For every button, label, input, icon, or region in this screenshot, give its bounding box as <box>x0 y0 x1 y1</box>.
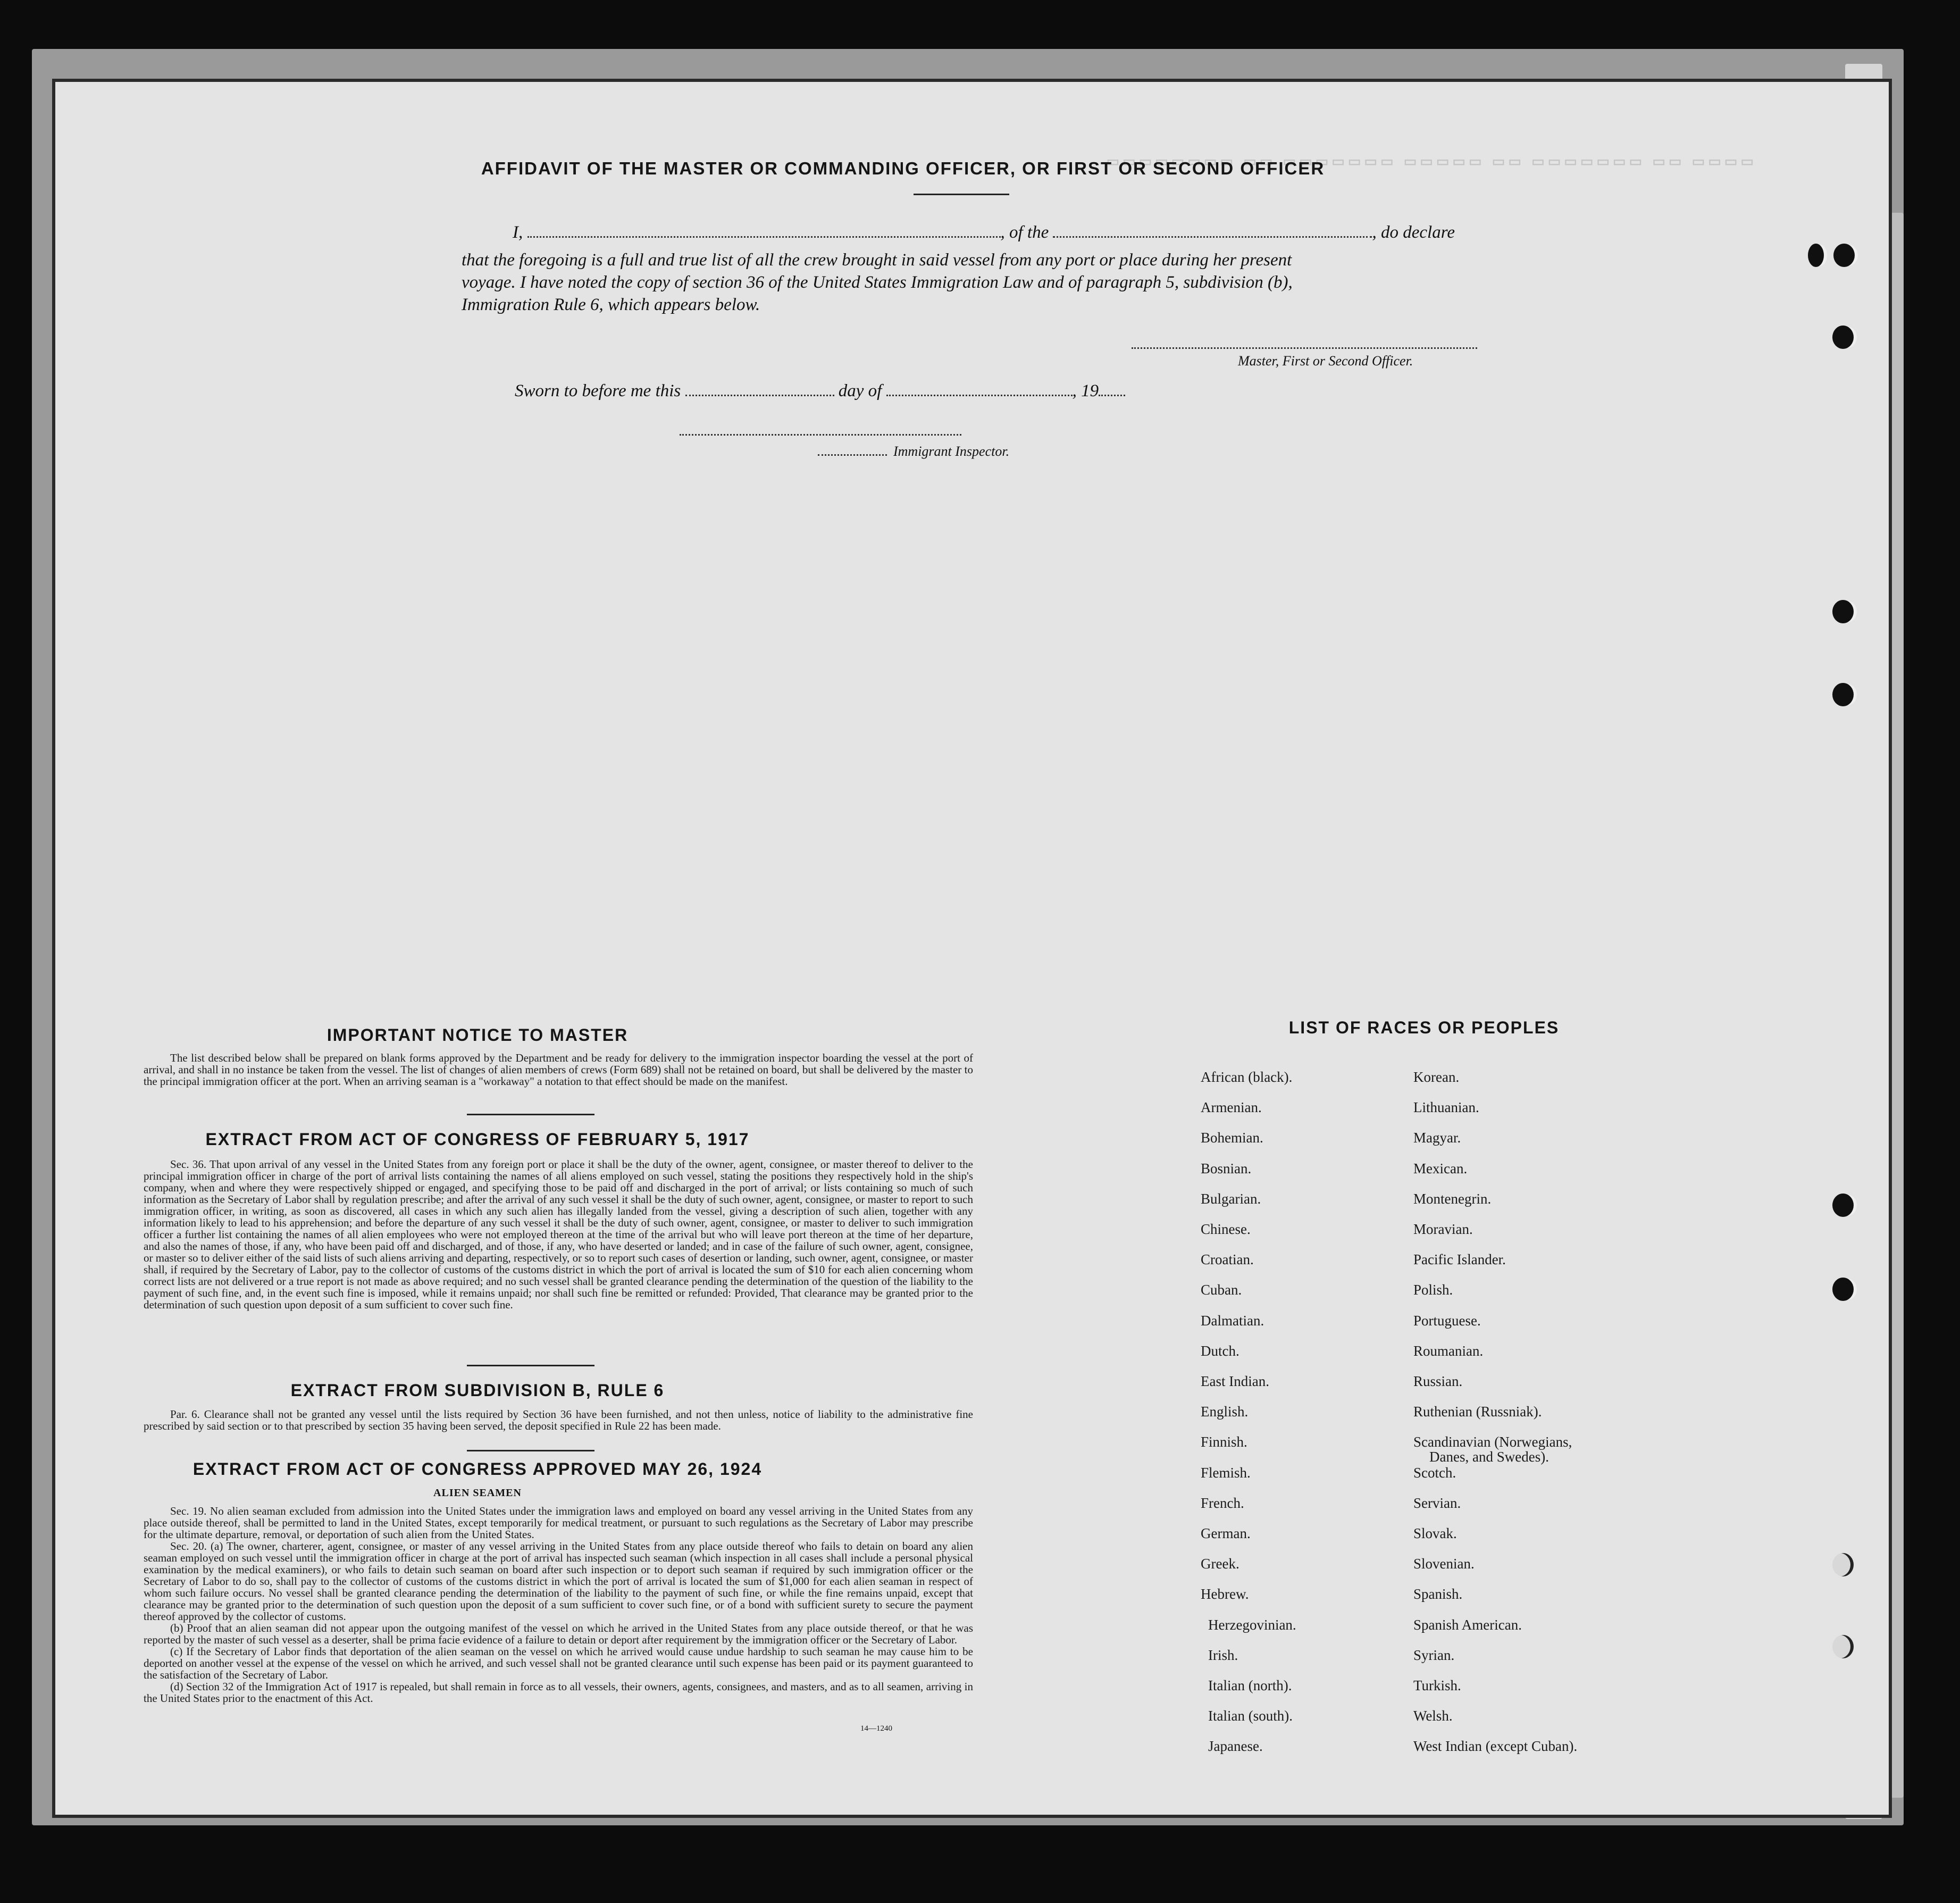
extract-1917-body <box>144 1158 973 1311</box>
section-36-text: Sec. 36. That upon arrival of any vessel in the United States from any foreign port or place it shall be the duty of the owner, agent, consignee, or master thereof to deliver to the principal immigration officer in charge of the port of arrival lists containing the names of all aliens employed on such vessel, stating the positions they respectively hold in the ship's company, when and where they were respectively shipped or engaged, and specifying those to be paid off and discharged in the port of arrival; or lists containing so much of such information as the Secretary of Labor shall by regulation prescribe; and after the arrival of any such vessel it shall be the duty of such owner, agent, consignee, or master to report to such immigration officer, in writing, as soon as discovered, all cases in which any such alien has illegally landed from the vessel, giving a description of such alien, together with any information likely to lead to his apprehension; and before the departure of any such vessel it shall be the duty of such owner, agent, consignee, or master to deliver to such immigration officer a further list containing the names of all alien employees who were not employed thereon at the time of the arrival but who will leave port thereon at the time of her departure, and also the names of those, if any, who have been paid off and discharged, and of those, if any, who have deserted or landed; and in case of the failure of such owner, agent, consignee, or master so to deliver either of the said lists of such aliens arriving and departing, respectively, or so to report such cases of desertion or landing, such owner, agent, consignee, or master shall, if required by the Secretary of Labor, pay to the collector of customs of the customs district in which the port of arrival is located the sum of $10 for each alien concerning whom correct lists are not delivered or a true report is not made as above required; and no such vessel shall be granted clearance pending the determination of the question of the liability to the payment of such fine, and, in the event such fine is imposed, while it remains unpaid; nor shall such fine be remitted or refunded: Provided, That clearance may be granted prior to the determination of such question upon deposit of a sum sufficient to cover such fine. <box>144 1158 973 1311</box>
affidavit-line-2: that the foregoing is a full and true list of all the crew brought in said vessel from any port or place during her present <box>462 251 1292 270</box>
race-item: Greek. <box>1201 1556 1239 1572</box>
sworn-label: Sworn to before me this <box>515 381 681 400</box>
race-item: Pacific Islander. <box>1413 1251 1506 1268</box>
binder-hole <box>1832 600 1854 623</box>
race-item: German. <box>1201 1525 1251 1541</box>
race-item: Chinese. <box>1201 1221 1251 1237</box>
year-label: , 19 <box>1072 381 1099 400</box>
race-item: Flemish. <box>1201 1464 1251 1481</box>
month-blank <box>886 395 1073 396</box>
race-item: Slovenian. <box>1413 1556 1475 1572</box>
race-item: Portuguese. <box>1413 1312 1481 1329</box>
race-item: Scandinavian (Norwegians, <box>1413 1434 1572 1450</box>
race-item: Moravian. <box>1413 1221 1473 1237</box>
extract-1924-body <box>144 1505 973 1704</box>
vessel-blank <box>1053 236 1372 238</box>
extract-1924-heading: EXTRACT FROM ACT OF CONGRESS APPROVED MAY 26, 1924 <box>192 1459 763 1479</box>
binder-hole <box>1808 244 1824 267</box>
notice-rule <box>467 1114 594 1115</box>
race-item: Danes, and Swedes). <box>1429 1449 1549 1465</box>
race-item: Italian (south). <box>1208 1708 1293 1724</box>
race-item: Dalmatian. <box>1201 1312 1264 1329</box>
affidavit-of-the: , of the <box>1000 223 1049 242</box>
race-item: French. <box>1201 1495 1244 1511</box>
race-item: Bulgarian. <box>1201 1190 1261 1207</box>
binder-hole <box>1832 1278 1854 1301</box>
bleed-through: ▭▭▭▭ ▭▭ ▭▭▭▭▭▭▭ ▭▭ ▭▭▭▭▭ ▭▭▭▭▭▭▭ ▭▭ ▭▭▭▭▭▭▭▭ <box>1103 153 1754 169</box>
race-item: Dutch. <box>1201 1342 1239 1359</box>
notice-body <box>144 1052 973 1087</box>
section-20d-text: (d) Section 32 of the Immigration Act of 1917 is repealed, but shall remain in force as to all vessels, their owners, agents, consignees, and masters, and as to all seamen, arriving in the United States prior to the enactment of this Act. <box>144 1680 973 1705</box>
race-item: Herzegovinian. <box>1208 1616 1296 1633</box>
inspector-line <box>818 444 1009 460</box>
race-item: Magyar. <box>1413 1130 1461 1146</box>
section-20c-text: (c) If the Secretary of Labor finds that deportation of the alien seaman on the vessel on which he arrived would cause undue hardship to such seaman he may cause him to be deported on another vessel at the expense of the vessel on which he arrived, and such vessel shall not be granted clearance until such expense has been paid or its payment guaranteed to the satisfaction of the Secretary of Labor. <box>144 1645 973 1681</box>
race-item: Cuban. <box>1201 1282 1242 1298</box>
day-of-label: day of <box>838 381 882 400</box>
race-item: English. <box>1201 1404 1249 1420</box>
race-item: Hebrew. <box>1201 1586 1249 1602</box>
affidavit-declare: , do declare <box>1372 223 1455 242</box>
sworn-day-blank <box>685 395 834 396</box>
alien-seamen-subheading: ALIEN SEAMEN <box>433 1487 522 1499</box>
par-6-text: Par. 6. Clearance shall not be granted any vessel until the lists required by Section 36 have been furnished, and not then unless, notice of liability to the administrative fine prescribed by said section or to that prescribed by section 35 having been served, the deposit specified in Rule 22 has been made. <box>144 1408 973 1432</box>
section-20b-text: (b) Proof that an alien seaman did not appear upon the outgoing manifest of the vessel on which he arrived in the United States from any place outside thereof, or that he was reported by the master of such vessel as a deserter, shall be prima facie evidence of a failure to detain or deport after requirement by the immigration officer or the Secretary of Labor. <box>144 1622 973 1646</box>
race-item: Scotch. <box>1413 1464 1456 1481</box>
affidavit-heading: AFFIDAVIT OF THE MASTER OR COMMANDING OFFICER, OR FIRST OR SECOND OFFICER <box>481 158 1325 178</box>
race-item: Italian (north). <box>1208 1677 1292 1693</box>
race-item: Lithuanian. <box>1413 1099 1479 1116</box>
extract-1917-rule <box>467 1365 594 1366</box>
race-item: Servian. <box>1413 1495 1461 1511</box>
race-item: Croatian. <box>1201 1251 1254 1268</box>
binder-hole <box>1833 244 1855 267</box>
affidavit-line-4: Immigration Rule 6, which appears below. <box>462 295 760 314</box>
extract-rule6-heading: EXTRACT FROM SUBDIVISION B, RULE 6 <box>290 1381 665 1400</box>
binder-hole <box>1832 1553 1854 1576</box>
race-item: Armenian. <box>1201 1099 1262 1116</box>
section-20a-text: Sec. 20. (a) The owner, charterer, agent, consignee, or master of any vessel arriving in the United States from any place outside thereof who fails to detain on board any alien seaman employed on such vessel until the immigration officer in charge at the port of arrival has inspected such seaman (which inspection in all cases shall include a personal physical examination by the medical examiners), or who fails to detain such seaman on board after such inspection or to deport such seaman if required by such immigration officer or the Secretary of Labor to do so, shall pay to the collector of customs of the customs district in which the port of arrival is located the sum of $1,000 for each alien seaman in respect of whom such failure occurs. No vessel shall be granted clearance pending the determination of the liability to the payment of such fine, or while the fine remains unpaid, except that clearance may be granted prior to the determination of such question upon the deposit of a sum sufficient to cover such fine, or of a bond with sufficient surety to secure the payment thereof approved by the collector of customs. <box>144 1540 973 1623</box>
race-item: Spanish American. <box>1413 1616 1522 1633</box>
affidavit-line-1 <box>462 221 1472 244</box>
sworn-line <box>515 380 1259 402</box>
race-item: Bohemian. <box>1201 1130 1263 1146</box>
affidavit-line-3: voyage. I have noted the copy of section 36 of the United States Immigration Law and of paragraph 5, subdivision (b), <box>462 273 1293 292</box>
master-caption: Master, First or Second Officer. <box>1238 353 1413 369</box>
race-item: Russian. <box>1413 1373 1463 1389</box>
race-item: Welsh. <box>1413 1708 1453 1724</box>
race-item: Polish. <box>1413 1282 1453 1298</box>
extract-1917-heading: EXTRACT FROM ACT OF CONGRESS OF FEBRUARY 5, 1917 <box>205 1130 750 1149</box>
master-signature-line <box>1132 347 1477 349</box>
binder-hole <box>1832 1635 1854 1658</box>
binder-hole <box>1832 683 1854 706</box>
section-19-text: Sec. 19. No alien seaman excluded from admission into the United States under the immigration laws and employed on board any vessel arriving in the United States from any place outside thereof, shall be permitted to land in the United States, except temporarily for medical treatment, or pursuant to such regulations as the Secretary of Labor may prescribe for the ultimate departure, removal, or deportation of such alien from the United States. <box>144 1505 973 1541</box>
notice-text: The list described below shall be prepared on blank forms approved by the Department and be ready for delivery to the immigration inspector boarding the vessel at the port of arrival, and shall in no instance be taken from the vessel. The list of changes of alien members of crews (Form 689) shall not be retained on board, but shall be delivered by the master to the principal immigration officer at the port. When an arriving seaman is a "workaway" a notation to that effect should be made on the manifest. <box>144 1051 973 1088</box>
inspector-caption: Immigrant Inspector. <box>893 444 1010 459</box>
extract-rule6-rule <box>467 1450 594 1451</box>
binder-hole <box>1832 325 1854 349</box>
races-heading: LIST OF RACES OR PEOPLES <box>1288 1018 1560 1037</box>
extract-rule6-body <box>144 1408 973 1432</box>
race-item: Ruthenian (Russniak). <box>1413 1404 1542 1420</box>
race-item: Syrian. <box>1413 1647 1455 1663</box>
document-page <box>52 79 1892 1818</box>
inspector-signature-line <box>680 434 961 436</box>
race-item: Mexican. <box>1413 1160 1468 1176</box>
race-item: Turkish. <box>1413 1677 1461 1693</box>
binder-hole <box>1832 1193 1854 1217</box>
race-item: Bosnian. <box>1201 1160 1252 1176</box>
race-item: Finnish. <box>1201 1434 1247 1450</box>
notice-heading: IMPORTANT NOTICE TO MASTER <box>326 1025 629 1045</box>
race-item: Irish. <box>1208 1647 1238 1663</box>
affidavit-rule <box>914 194 1009 195</box>
race-item: Roumanian. <box>1413 1342 1484 1359</box>
affidavit-i: I, <box>513 223 523 242</box>
race-item: Korean. <box>1413 1069 1460 1085</box>
race-item: Slovak. <box>1413 1525 1457 1541</box>
year-blank <box>1099 395 1125 396</box>
race-item: Spanish. <box>1413 1586 1463 1602</box>
race-item: African (black). <box>1201 1069 1293 1085</box>
form-number: 14—1240 <box>860 1724 892 1733</box>
inspector-lead-dots <box>818 454 887 456</box>
name-blank <box>527 236 1001 238</box>
race-item: Montenegrin. <box>1413 1190 1492 1207</box>
race-item: West Indian (except Cuban). <box>1413 1738 1578 1755</box>
race-item: East Indian. <box>1201 1373 1269 1389</box>
race-item: Japanese. <box>1208 1738 1263 1755</box>
